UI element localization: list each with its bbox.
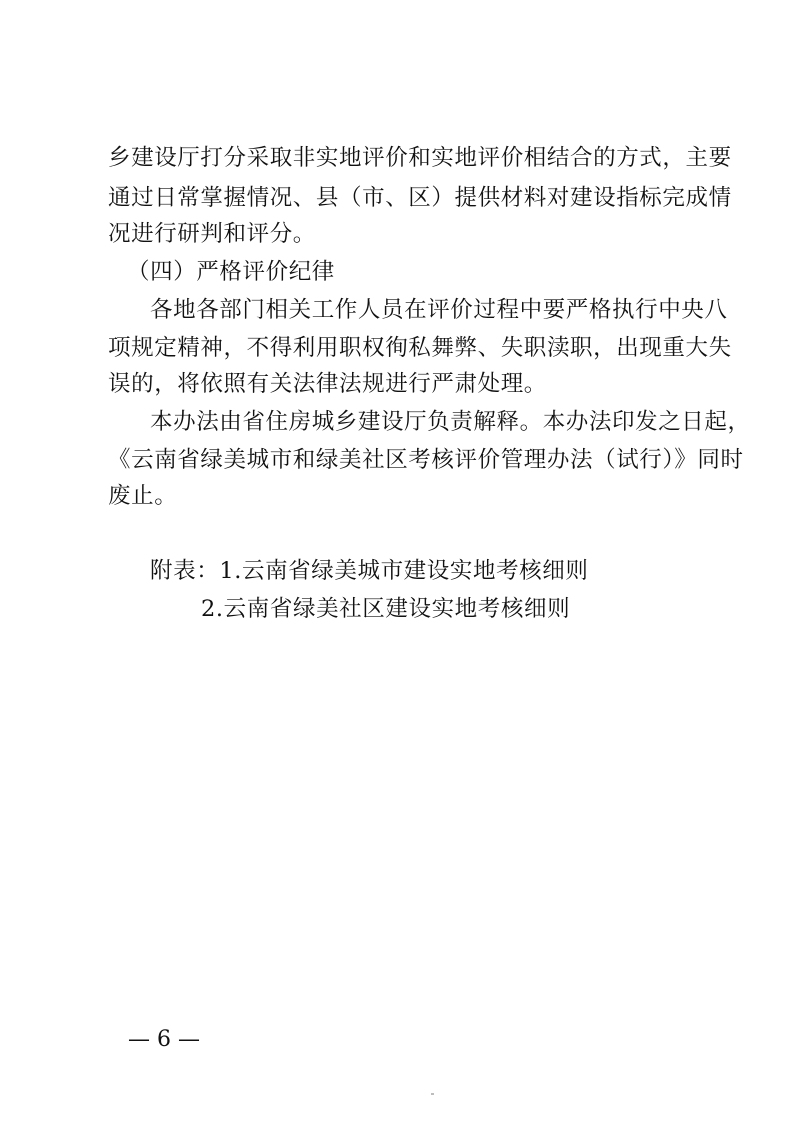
paragraph-1-line-1: 乡建设厅打分采取非实地评价和实地评价相结合的方式，主要: [108, 145, 732, 171]
paragraph-2-line-2: 项规定精神，不得利用职权徇私舞弊、失职渎职，出现重大失: [108, 335, 732, 361]
attachments-label: 附表：: [150, 558, 220, 584]
section-heading: （四）严格评价纪律: [127, 259, 335, 285]
attachments-block: [150, 556, 588, 586]
paragraph-3-line-3: 废止。: [108, 483, 178, 509]
paragraph-3-line-1: 本办法由省住房城乡建设厅负责解释。本办法印发之日起，: [150, 409, 751, 435]
scan-speck: [431, 1093, 434, 1095]
paragraph-2-line-1: 各地各部门相关工作人员在评价过程中要严格执行中央八: [150, 297, 728, 323]
attachment-item-1: 1.云南省绿美城市建设实地考核细则: [219, 558, 589, 584]
paragraph-1-line-3: 况进行研判和评分。: [108, 221, 316, 247]
paragraph-3-line-2: 《云南省绿美城市和绿美社区考核评价管理办法（试行）》同时: [108, 447, 744, 473]
paragraph-2-line-3: 误的，将依照有关法律法规进行严肃处理。: [108, 371, 547, 397]
page-number: — 6 —: [128, 1027, 200, 1052]
paragraph-1-line-2: 通过日常掌握情况、县（市、区）提供材料对建设指标完成情: [108, 185, 732, 211]
attachment-item-2: 2.云南省绿美社区建设实地考核细则: [201, 596, 571, 622]
